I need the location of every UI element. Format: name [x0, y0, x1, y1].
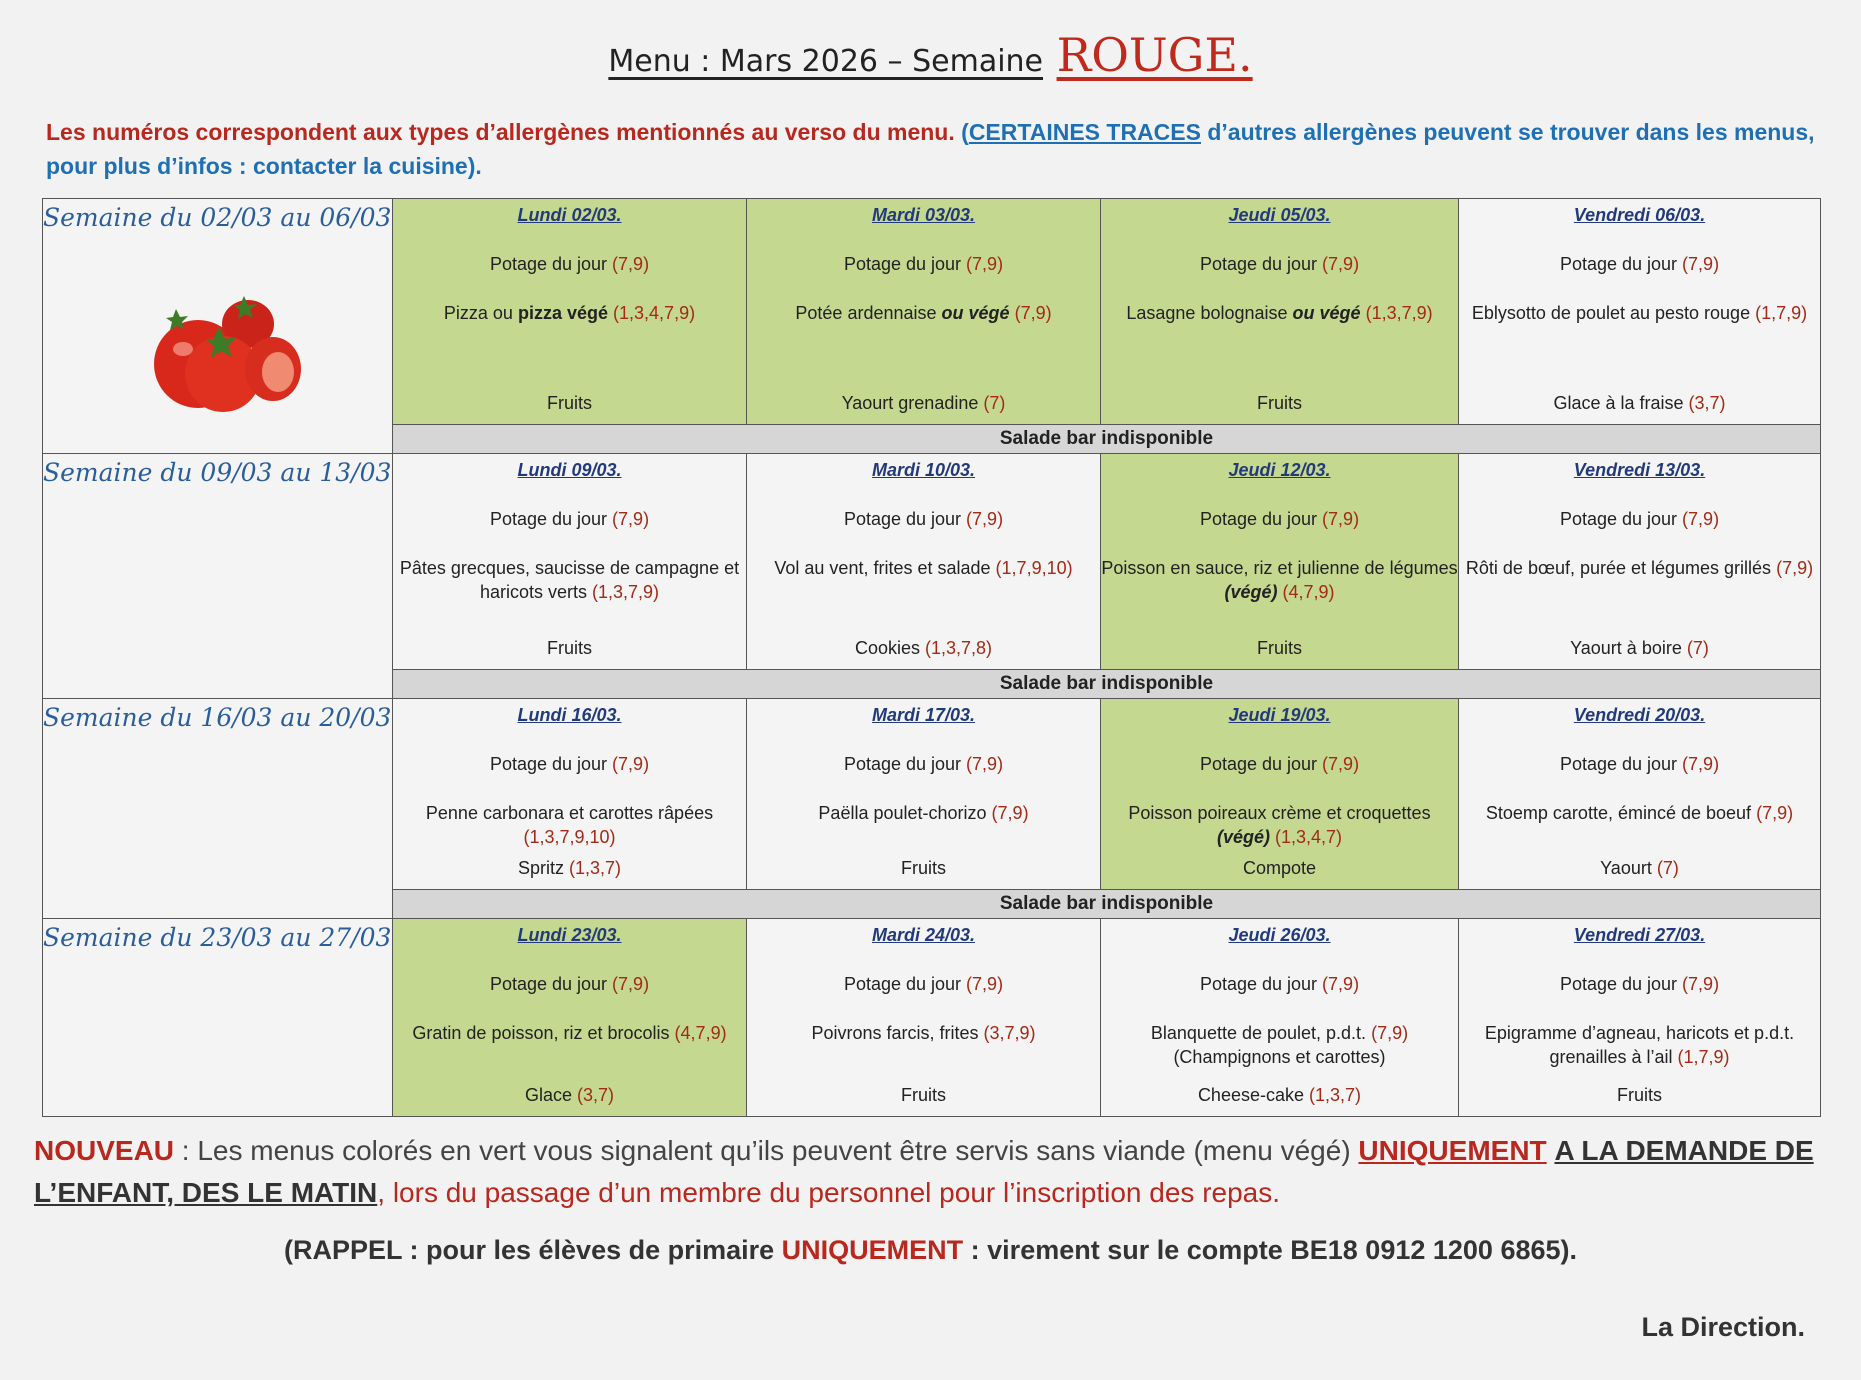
- main-dish: [393, 556, 746, 604]
- soup-allergens: (7,9): [1322, 509, 1360, 529]
- day-name: Jeudi 26/03.: [1228, 925, 1331, 945]
- main-veg-option: ou végé: [1292, 303, 1361, 323]
- main-text: Potée ardennaise: [795, 303, 937, 323]
- soup-line: [1101, 754, 1458, 775]
- nouveau-label: NOUVEAU: [34, 1135, 175, 1166]
- day-name: Mardi 10/03.: [871, 460, 976, 480]
- dessert-line: [1459, 393, 1820, 414]
- soup-line: [1101, 509, 1458, 530]
- day-name: Mardi 24/03.: [871, 925, 976, 945]
- dessert-line: [747, 858, 1100, 879]
- week-label-cell: [43, 199, 393, 454]
- day-name: Mardi 17/03.: [871, 705, 976, 725]
- dessert-allergens: (7): [1656, 858, 1679, 878]
- day-cell: [1101, 454, 1459, 670]
- dessert-text: Fruits: [901, 858, 946, 878]
- main-allergens: (7,9): [1371, 1023, 1409, 1043]
- tomatoes-icon: [128, 269, 308, 419]
- day-cell: [393, 454, 747, 670]
- main-dish: [1459, 801, 1820, 825]
- day-cell: [393, 199, 747, 425]
- soup-text: Potage du jour: [843, 509, 962, 529]
- soup-line: [393, 974, 746, 995]
- main-dish: [1459, 301, 1820, 325]
- main-dish: [1459, 1021, 1820, 1069]
- main-text: Poisson poireaux crème et croquettes: [1128, 803, 1431, 823]
- dessert-text: Spritz: [517, 858, 564, 878]
- rappel-part1: (RAPPEL : pour les élèves de primaire: [283, 1235, 782, 1265]
- main-text: Gratin de poisson, riz et brocolis: [412, 1023, 670, 1043]
- week-label: Semaine du 02/03 au 06/03: [43, 203, 392, 232]
- notice-blue-text: d’autres allergènes peuvent se trouver dans les menus, pour plus d’infos : contacter la cuisine).: [46, 119, 1815, 179]
- soup-text: Potage du jour: [1559, 754, 1678, 774]
- main-allergens: (1,7,9): [1677, 1047, 1730, 1067]
- main-text: Lasagne bolognaise: [1126, 303, 1288, 323]
- main-dish: [1101, 801, 1458, 849]
- soup-text: Potage du jour: [1199, 254, 1318, 274]
- nouveau-text1: Les menus colorés en vert vous signalent qu’ils peuvent être servis sans viande (menu végé): [197, 1135, 1359, 1166]
- soup-text: Potage du jour: [1199, 974, 1318, 994]
- day-cell: [1459, 699, 1821, 890]
- main-text: Vol au vent, frites et salade: [774, 558, 991, 578]
- soup-allergens: (7,9): [966, 509, 1004, 529]
- main-allergens: (4,7,9): [674, 1023, 727, 1043]
- dessert-allergens: (7): [983, 393, 1006, 413]
- day-name: Jeudi 19/03.: [1228, 705, 1331, 725]
- dessert-allergens: (1,3,7,8): [925, 638, 993, 658]
- soup-text: Potage du jour: [1559, 254, 1678, 274]
- salad-bar-notice: Salade bar indisponible: [393, 670, 1821, 699]
- day-name: Vendredi 13/03.: [1573, 460, 1706, 480]
- page-title: [0, 28, 1861, 82]
- dessert-text: Compote: [1242, 858, 1317, 878]
- dessert-line: [393, 858, 746, 879]
- main-dish: [747, 556, 1100, 580]
- allergen-notice: [46, 115, 1826, 183]
- soup-line: [1459, 254, 1820, 275]
- main-dish: [1101, 1021, 1458, 1069]
- main-dish: [393, 801, 746, 849]
- main-veg-option: pizza végé: [517, 303, 609, 323]
- day-name: Mardi 03/03.: [871, 205, 976, 225]
- main-allergens: (1,7,9,10): [995, 558, 1073, 578]
- day-name: Vendredi 20/03.: [1573, 705, 1706, 725]
- dessert-line: [747, 638, 1100, 659]
- day-cell: [1101, 199, 1459, 425]
- soup-allergens: (7,9): [1682, 754, 1720, 774]
- day-name: Lundi 23/03.: [517, 925, 622, 945]
- soup-text: Potage du jour: [1559, 509, 1678, 529]
- dessert-line: [1459, 1085, 1820, 1106]
- menu-table: [42, 198, 1821, 1117]
- main-dish: [747, 801, 1100, 825]
- week-label-cell: [43, 454, 393, 699]
- dessert-allergens: (3,7): [577, 1085, 615, 1105]
- week-label-cell: [43, 699, 393, 919]
- soup-allergens: (7,9): [612, 254, 650, 274]
- nouveau-sep: :: [174, 1135, 198, 1166]
- main-text: Penne carbonara et carottes râpées: [425, 803, 714, 823]
- soup-text: Potage du jour: [1199, 509, 1318, 529]
- salad-bar-notice: Salade bar indisponible: [393, 890, 1821, 919]
- day-name: Jeudi 12/03.: [1228, 460, 1331, 480]
- main-allergens: (3,7,9): [983, 1023, 1036, 1043]
- main-text: Poivrons farcis, frites: [811, 1023, 979, 1043]
- soup-text: Potage du jour: [489, 754, 608, 774]
- notice-red-text: Les numéros correspondent aux types d’allergènes mentionnés au verso du menu.: [46, 119, 955, 145]
- dessert-line: [747, 1085, 1100, 1106]
- main-dish: [1459, 556, 1820, 580]
- main-veg-option: (végé): [1224, 582, 1278, 602]
- main-note: (Champignons et carottes): [1173, 1047, 1386, 1067]
- dessert-line: [1101, 638, 1458, 659]
- day-name: Vendredi 27/03.: [1573, 925, 1706, 945]
- dessert-line: [1459, 638, 1820, 659]
- soup-line: [393, 754, 746, 775]
- salad-bar-notice: Salade bar indisponible: [393, 425, 1821, 454]
- main-allergens: (7,9): [1776, 558, 1814, 578]
- day-cell: [1459, 919, 1821, 1117]
- main-allergens: (1,3,7,9): [592, 582, 660, 602]
- dessert-line: [747, 393, 1100, 414]
- main-text: Epigramme d’agneau, haricots et p.d.t. grenailles à l’ail: [1484, 1023, 1795, 1067]
- day-cell: [747, 699, 1101, 890]
- soup-allergens: (7,9): [1322, 754, 1360, 774]
- main-dish: [393, 301, 746, 325]
- soup-line: [747, 974, 1100, 995]
- soup-text: Potage du jour: [843, 754, 962, 774]
- week-label-cell: [43, 919, 393, 1117]
- dessert-text: Fruits: [547, 393, 592, 413]
- main-allergens: (1,7,9): [1755, 303, 1808, 323]
- dessert-line: [393, 1085, 746, 1106]
- main-dish: [747, 301, 1100, 325]
- soup-text: Potage du jour: [489, 974, 608, 994]
- dessert-allergens: (1,3,7): [1309, 1085, 1362, 1105]
- dessert-text: Cookies: [854, 638, 920, 658]
- soup-text: Potage du jour: [489, 254, 608, 274]
- day-cell: [1459, 199, 1821, 425]
- rappel-uniquement: UNIQUEMENT: [781, 1235, 964, 1265]
- main-allergens: (7,9): [991, 803, 1029, 823]
- nouveau-uniquement: UNIQUEMENT: [1358, 1135, 1547, 1166]
- main-text: Stoemp carotte, émincé de boeuf: [1485, 803, 1752, 823]
- soup-line: [393, 254, 746, 275]
- main-text: Pizza ou: [443, 303, 513, 323]
- dessert-text: Cheese-cake: [1197, 1085, 1304, 1105]
- menu-body: [43, 199, 1821, 1117]
- week-label: Semaine du 09/03 au 13/03: [43, 458, 392, 487]
- main-allergens: (7,9): [1756, 803, 1794, 823]
- day-cell: [393, 699, 747, 890]
- soup-text: Potage du jour: [1199, 754, 1318, 774]
- dessert-line: [1101, 1085, 1458, 1106]
- day-name: Lundi 16/03.: [517, 705, 622, 725]
- soup-line: [1459, 509, 1820, 530]
- main-text: Blanquette de poulet, p.d.t.: [1150, 1023, 1367, 1043]
- main-dish: [1101, 301, 1458, 325]
- dessert-line: [1101, 393, 1458, 414]
- rappel-note: [0, 1235, 1861, 1266]
- soup-text: Potage du jour: [843, 974, 962, 994]
- main-allergens: (1,3,7,9): [1365, 303, 1433, 323]
- soup-text: Potage du jour: [1559, 974, 1678, 994]
- day-cell: [393, 919, 747, 1117]
- day-cell: [1101, 699, 1459, 890]
- soup-text: Potage du jour: [843, 254, 962, 274]
- soup-text: Potage du jour: [489, 509, 608, 529]
- day-cell: [747, 199, 1101, 425]
- dessert-line: [1459, 858, 1820, 879]
- dessert-text: Glace: [524, 1085, 572, 1105]
- notice-paren: (: [954, 119, 969, 145]
- soup-allergens: (7,9): [612, 754, 650, 774]
- main-text: Eblysotto de poulet au pesto rouge: [1471, 303, 1751, 323]
- soup-allergens: (7,9): [966, 974, 1004, 994]
- dessert-text: Yaourt à boire: [1570, 638, 1682, 658]
- soup-line: [747, 754, 1100, 775]
- day-name: Lundi 09/03.: [517, 460, 622, 480]
- soup-line: [1459, 754, 1820, 775]
- soup-allergens: (7,9): [1322, 254, 1360, 274]
- title-prefix: Menu : Mars 2026 – Semaine: [608, 44, 1044, 79]
- soup-allergens: (7,9): [966, 254, 1004, 274]
- nouveau-note: [34, 1130, 1834, 1214]
- main-veg-option: (végé): [1216, 827, 1270, 847]
- day-name: Jeudi 05/03.: [1228, 205, 1331, 225]
- signature: La Direction.: [1641, 1312, 1805, 1342]
- notice-traces: CERTAINES TRACES: [968, 119, 1201, 145]
- main-text: Paëlla poulet-chorizo: [818, 803, 987, 823]
- soup-allergens: (7,9): [612, 509, 650, 529]
- main-allergens: (1,3,4,7,9): [613, 303, 696, 323]
- nouveau-demande: A LA DEMANDE DE L’ENFANT, DES LE MATIN: [34, 1135, 1814, 1208]
- main-text: Rôti de bœuf, purée et légumes grillés: [1465, 558, 1772, 578]
- soup-allergens: (7,9): [1682, 509, 1720, 529]
- dessert-allergens: (7): [1686, 638, 1709, 658]
- main-dish: [393, 1021, 746, 1045]
- main-allergens: (1,3,4,7): [1274, 827, 1343, 847]
- soup-allergens: (7,9): [1682, 254, 1720, 274]
- soup-line: [747, 254, 1100, 275]
- soup-line: [1101, 254, 1458, 275]
- soup-line: [747, 509, 1100, 530]
- day-cell: [1459, 454, 1821, 670]
- day-name: Lundi 02/03.: [517, 205, 622, 225]
- week-row: [43, 919, 1821, 1117]
- soup-allergens: (7,9): [966, 754, 1004, 774]
- week-row: [43, 454, 1821, 670]
- main-text: Pâtes grecques, saucisse de campagne et haricots verts: [399, 558, 740, 602]
- dessert-text: Yaourt grenadine: [841, 393, 979, 413]
- main-veg-option: ou végé: [941, 303, 1010, 323]
- week-label: Semaine du 16/03 au 20/03: [43, 703, 392, 732]
- week-row: [43, 199, 1821, 425]
- week-label: Semaine du 23/03 au 27/03: [43, 923, 392, 952]
- dessert-line: [1101, 858, 1458, 879]
- title-color-word: ROUGE.: [1056, 28, 1253, 82]
- soup-line: [1101, 974, 1458, 995]
- day-cell: [747, 919, 1101, 1117]
- day-cell: [1101, 919, 1459, 1117]
- main-dish: [747, 1021, 1100, 1045]
- main-allergens: (1,3,7,9,10): [523, 827, 616, 847]
- dessert-allergens: (3,7): [1688, 393, 1726, 413]
- main-dish: [1101, 556, 1458, 604]
- soup-allergens: (7,9): [612, 974, 650, 994]
- main-text: Poisson en sauce, riz et julienne de légumes: [1101, 558, 1458, 578]
- dessert-allergens: (1,3,7): [569, 858, 622, 878]
- soup-line: [393, 509, 746, 530]
- rappel-part2: : virement sur le compte BE18 0912 1200 6865).: [963, 1235, 1577, 1265]
- dessert-text: Fruits: [1617, 1085, 1662, 1105]
- soup-allergens: (7,9): [1682, 974, 1720, 994]
- soup-allergens: (7,9): [1322, 974, 1360, 994]
- dessert-text: Yaourt: [1600, 858, 1652, 878]
- main-allergens: (7,9): [1014, 303, 1052, 323]
- dessert-text: Fruits: [547, 638, 592, 658]
- dessert-line: [393, 638, 746, 659]
- nouveau-text2: , lors du passage d’un membre du personnel pour l’inscription des repas.: [377, 1177, 1281, 1208]
- main-allergens: (4,7,9): [1282, 582, 1335, 602]
- dessert-text: Fruits: [901, 1085, 946, 1105]
- dessert-text: Glace à la fraise: [1553, 393, 1684, 413]
- dessert-text: Fruits: [1257, 638, 1302, 658]
- day-cell: [747, 454, 1101, 670]
- dessert-text: Fruits: [1257, 393, 1302, 413]
- dessert-line: [393, 393, 746, 414]
- week-row: [43, 699, 1821, 890]
- day-name: Vendredi 06/03.: [1573, 205, 1706, 225]
- soup-line: [1459, 974, 1820, 995]
